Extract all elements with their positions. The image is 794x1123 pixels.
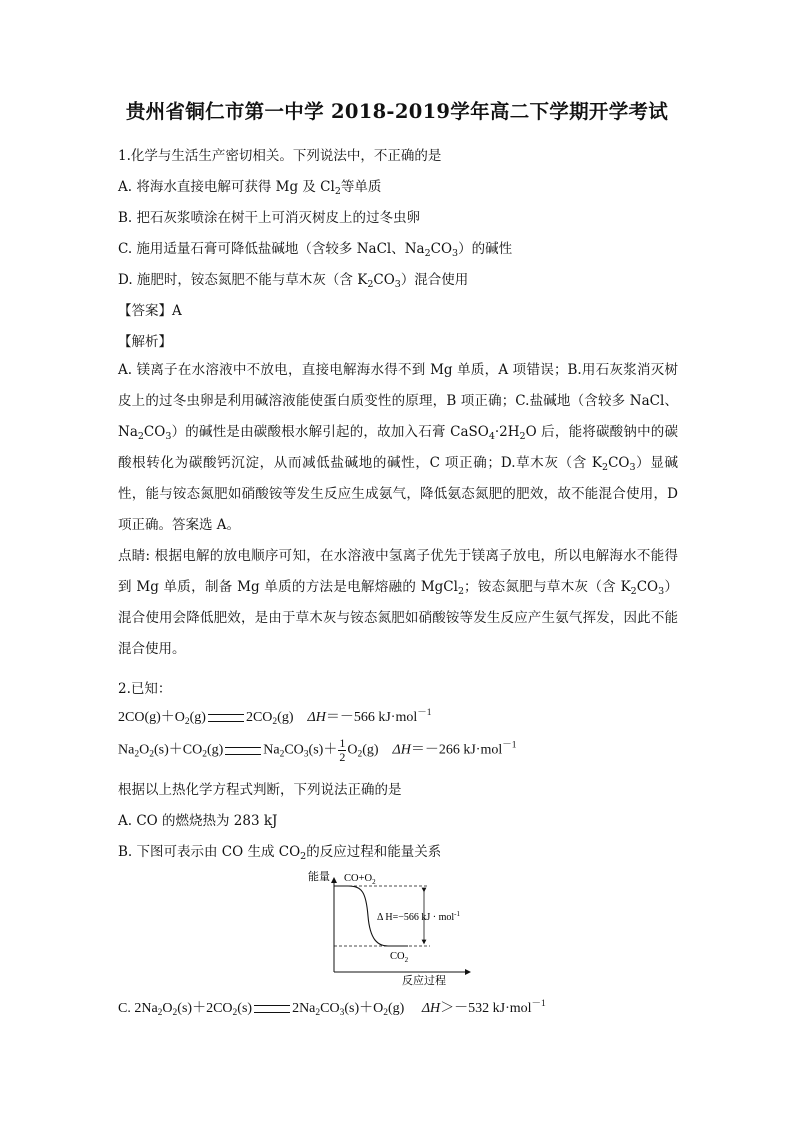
q2-judge: 根据以上热化学方程式判断，下列说法正确的是 <box>118 782 402 798</box>
q1-option-a: A. 将海水直接电解可获得 Mg 及 $Cl_2$等单质 <box>118 179 382 197</box>
energy-diagram <box>300 866 475 988</box>
top-level-label: $CO+O_2$ <box>344 873 376 886</box>
q1-stem: 1.化学与生活生产密切相关。下列说法中，不正确的是 <box>118 148 442 164</box>
fraction-one-half: $\frac{1}{2}$ <box>339 736 346 764</box>
q2-equation-1: $2CO(g)+O_2(g)$ $2CO_2(g)$ ΔH＝－566 kJ·mol$^{-1}$ <box>118 708 432 727</box>
equals-arrow-icon <box>254 1005 290 1013</box>
q1-option-b: B. 把石灰浆喷涂在树干上可消灭树皮上的过冬虫卵 <box>118 210 421 226</box>
q2-equation-2: $Na_2O_2(s)+CO_2(g)$ $Na_2CO_3(s)+$ $\frac{1}{2}$ $O_2(g)$ ΔH＝－266 kJ·mol$^{-1}$ <box>118 736 517 764</box>
q2-stem: 2.已知： <box>118 681 172 697</box>
document-title: 贵州省铜仁市第一中学 2018-2019学年高二下学期开学考试 <box>125 100 669 123</box>
x-axis-label: 反应过程 <box>402 975 446 987</box>
q2-option-a: A. CO 的燃烧热为 283 kJ <box>118 813 278 829</box>
y-axis-label: 能量 <box>308 871 330 883</box>
q1-option-d: D. 施肥时，铵态氮肥不能与草木灰（含 $K_2CO_3$）混合使用 <box>118 272 469 290</box>
bottom-level-label: $CO_2$ <box>390 951 409 964</box>
q1-analysis-label: 【解析】 <box>118 334 172 350</box>
q2-option-c: C. $2Na_2O_2(s)+2CO_2(s)$ $2Na_2CO_3(s)+O_2(g)$ ΔH＞－532 kJ·mol$^{-1}$ <box>118 999 546 1018</box>
q1-analysis: A. 镁离子在水溶液中不放电，直接电解海水得不到 Mg 单质，A 项错误；B.用石灰浆消灭树皮上的过冬虫卵是利用碱溶液能使蛋白质变性的原理，B 项正确；C.盐碱地（含较多 NaCl、$Na_2CO_3$）的碱性是由碳酸根水解引起的，故加入石膏 $CaSO_4\cdot 2H_2O$ 后，能将碳酸钠中的碳酸根转化为碳酸钙沉淀，从而减低盐碱地的碱性，C 项正确；D.草木灰（含 $K_2CO_3$）显碱性，能与铵态氮肥如硝酸铵等发生反应生成氨气，降低氨态氮肥的肥效，故不能混合使用，D 项正确。答案选 A。 <box>118 362 679 533</box>
delta-h-label: Δ H=−566 kJ · mol$^{-1}$ <box>377 910 461 923</box>
q1-answer: 【答案】A <box>118 303 182 319</box>
equals-arrow-icon <box>225 747 261 755</box>
equals-arrow-icon <box>208 714 244 722</box>
q1-note: 点睛: 根据电解的放电顺序可知，在水溶液中氢离子优先于镁离子放电，所以电解海水不能得到 Mg 单质，制备 Mg 单质的方法是电解熔融的 MgCl$_2$；铵态氮肥与草木灰（含 $K_2CO_3$）混合使用会降低肥效，是由于草木灰与铵态氮肥如硝酸铵等发生反应产生氨气挥发，因此不能混合使用。 <box>118 548 678 657</box>
q1-option-c: C. 施用适量石膏可降低盐碱地（含较多 NaCl、$Na_2CO_3$）的碱性 <box>118 241 513 259</box>
q2-option-b: B. 下图可表示由 CO 生成 $CO_2$的反应过程和能量关系 <box>118 844 442 862</box>
